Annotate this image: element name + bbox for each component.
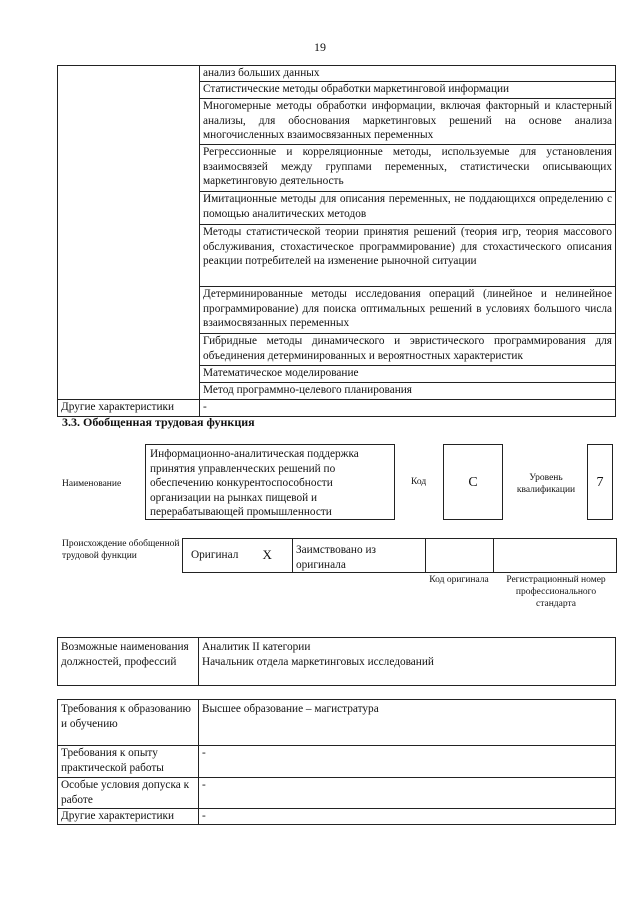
- code-label: Код: [411, 477, 427, 487]
- table-row: Статистические методы обработки маркетинговой информации: [200, 82, 616, 99]
- level-label: Уровень квалификации: [516, 473, 576, 495]
- function-name-box: [145, 444, 395, 520]
- requirement-label: Особые условия допуска к работе: [58, 778, 199, 809]
- requirement-label: Требования к образованию и обучению: [58, 700, 199, 746]
- registration-number-cell: [494, 539, 617, 573]
- positions-label: Возможные наименования должностей, профессий: [58, 638, 199, 686]
- requirement-value: -: [199, 778, 616, 809]
- table-row: Метод программно-целевого планирования: [200, 383, 616, 400]
- top-table-left-merged: [58, 66, 200, 400]
- table-row: Методы статистической теории принятия решений (теория игр, теория массового обслуживания, стохастическое программирование) для стохастического описания реакции потребителей на изменение рыночной ситуации: [200, 225, 616, 287]
- positions-values: [199, 638, 616, 686]
- table-row: анализ больших данных: [200, 66, 616, 82]
- origin-label: Происхождение обобщенной трудовой функции: [62, 539, 180, 561]
- requirement-label: Другие характеристики: [58, 809, 199, 825]
- level-value: 7: [596, 475, 604, 490]
- original-label: Оригинал: [183, 539, 243, 573]
- requirement-value: -: [199, 809, 616, 825]
- origin-table: [182, 538, 617, 573]
- code-box: [443, 444, 503, 520]
- borrowed-label: Заимствовано из оригинала: [293, 539, 426, 573]
- registration-caption: Регистрационный номер профессионального стандарта: [506, 575, 606, 609]
- function-name-value: Информационно-аналитическая поддержка принятия управленческих решений по обеспечению конкурентоспособности организации на рынках пищевой и перерабатывающей промышленности: [150, 448, 359, 519]
- other-characteristics-value: -: [200, 400, 616, 417]
- table-row: Многомерные методы обработки информации, включая факторный и кластерный анализы, для обоснования маркетинговых решений на основе анализа многочисленных взаимосвязанных переменных: [200, 99, 616, 145]
- positions-table: [57, 637, 616, 686]
- name-label: Наименование: [62, 479, 122, 489]
- requirements-table: [57, 699, 616, 825]
- top-table: [57, 65, 616, 417]
- other-characteristics-label: Другие характеристики: [58, 400, 200, 417]
- position-item: Начальник отдела маркетинговых исследований: [202, 655, 434, 668]
- requirement-value: Высшее образование – магистратура: [199, 700, 616, 746]
- requirement-value: -: [199, 746, 616, 778]
- code-caption: Код оригинала: [429, 575, 489, 585]
- table-row: Гибридные методы динамического и эвристического программирования для объединения детерминированных и вероятностных характеристик: [200, 334, 616, 366]
- requirement-label: Требования к опыту практической работы: [58, 746, 199, 778]
- section-title: 3.3. Обобщенная трудовая функция: [62, 415, 255, 429]
- table-row: Детерминированные методы исследования операций (линейное и нелинейное программирование) для поиска оптимальных решений в условиях большого числа взаимосвязанных переменных: [200, 287, 616, 334]
- level-box: [587, 444, 613, 520]
- page-number: 19: [314, 40, 326, 54]
- original-mark: X: [243, 539, 293, 573]
- table-row: Имитационные методы для описания переменных, не поддающихся определению с помощью аналитических методов: [200, 192, 616, 225]
- code-value: C: [468, 475, 478, 490]
- original-code-cell: [426, 539, 494, 573]
- position-item: Аналитик II категории: [202, 641, 311, 653]
- table-row: Математическое моделирование: [200, 366, 616, 383]
- table-row: Регрессионные и корреляционные методы, используемые для установления взаимосвязей между группами переменных, статистически описывающих маркетинговую деятельность: [200, 145, 616, 192]
